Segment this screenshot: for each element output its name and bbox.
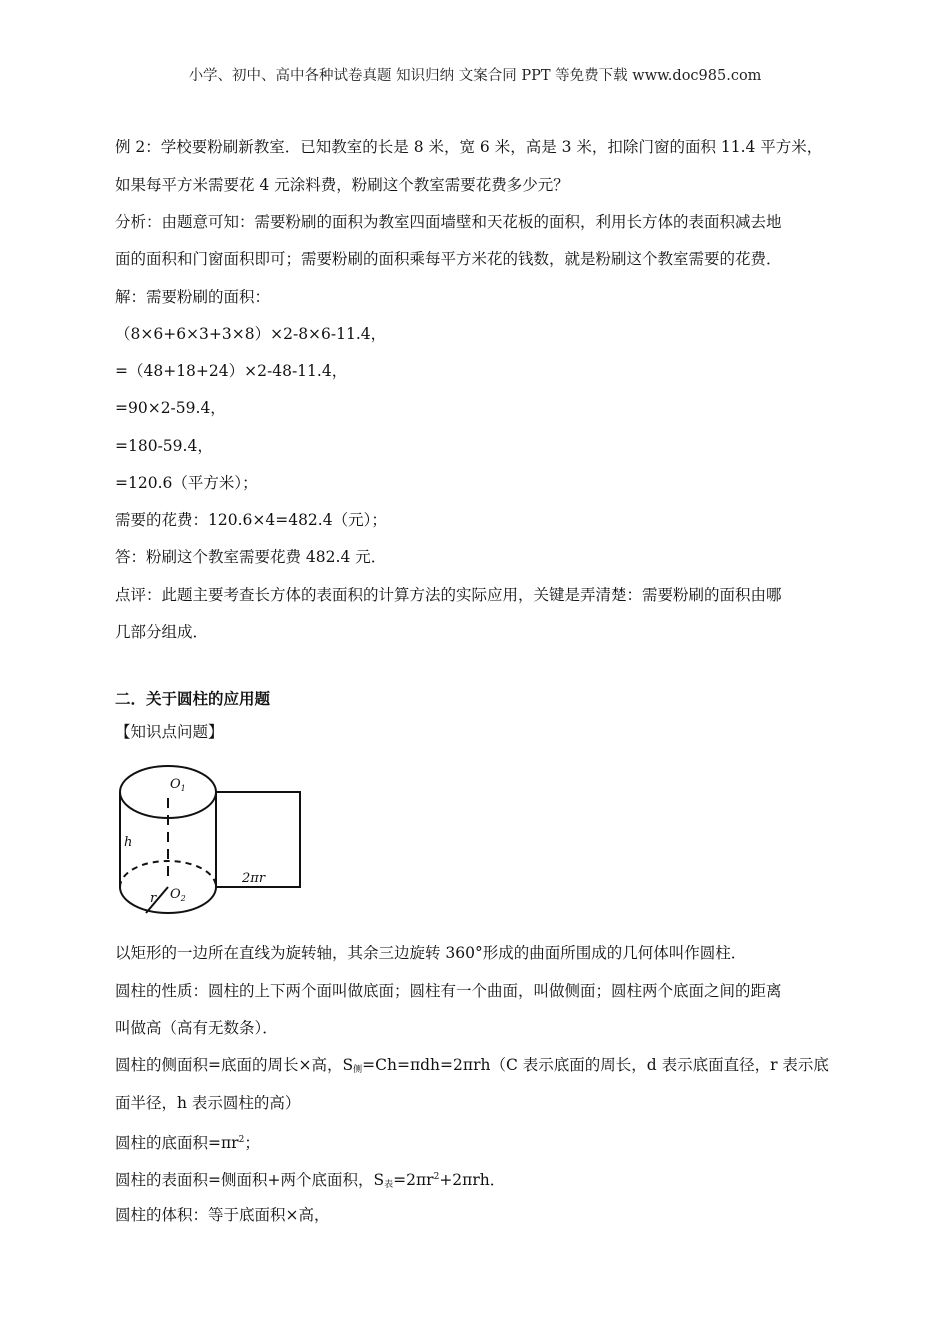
radius-label: r	[150, 891, 157, 906]
solution-step1: （8×6+6×3+3×8）×2-8×6-11.4，	[115, 325, 387, 343]
example2-analysis-line2: 面的面积和门窗面积即可；需要粉刷的面积乘每平方米花的钱数，就是粉刷这个教室需要的花费．	[115, 250, 782, 268]
section2-subheading: 【知识点问题】	[115, 723, 224, 741]
solution-cost: 需要的花费：120.6×4=482.4（元）；	[115, 511, 387, 529]
surface-area-formula: 圆柱的表面积=侧面积+两个底面积，$S_表=2\pi r^2+2\pi rh$．	[115, 1171, 506, 1190]
solution-step3: =90×2-59.4，	[115, 399, 226, 417]
lateral-area-line1: 圆柱的侧面积=底面的周长×高，$S_侧=Ch=\pi dh=2\pi rh(C$ 表示底面的周长，d 表示底面直径，r 表示底	[115, 1056, 829, 1075]
example2-question-line1: 例 2：学校要粉刷新教室．已知教室的长是 8 米，宽 6 米，高是 3 米，扣除门窗的面积 11.4 平方米，	[115, 138, 823, 156]
top-center-label: $O_1$	[170, 777, 186, 793]
solution-step2: =（48+18+24）×2-48-11.4，	[115, 362, 348, 380]
comment-line2: 几部分组成．	[115, 623, 209, 641]
section2-heading: 二．关于圆柱的应用题	[115, 689, 271, 708]
base-area-formula: 圆柱的底面积$=\pi r^2$；	[115, 1134, 260, 1152]
solution-answer: 答：粉刷这个教室需要花费 482.4 元．	[115, 548, 387, 566]
cylinder-top-ellipse	[120, 766, 216, 818]
volume-formula: 圆柱的体积：等于底面积×高，	[115, 1206, 330, 1224]
cylinder-diagram	[116, 758, 306, 923]
cylinder-bottom-front-arc	[120, 887, 216, 913]
lateral-area-line2: 面半径，h 表示圆柱的高）	[115, 1094, 301, 1112]
circumference-label: 2πr	[242, 871, 266, 886]
bottom-center-label: $O_2$	[170, 887, 186, 903]
solution-step4: =180-59.4，	[115, 437, 213, 455]
solution-intro: 解：需要粉刷的面积：	[115, 288, 271, 306]
cylinder-properties-line2: 叫做高（高有无数条）．	[115, 1019, 278, 1037]
comment-line1: 点评：此题主要考查长方体的表面积的计算方法的实际应用，关键是弄清楚：需要粉刷的面积由哪	[115, 586, 782, 604]
cylinder-figure	[116, 758, 306, 923]
page-header: 小学、初中、高中各种试卷真题 知识归纳 文案合同 PPT 等免费下载 www.doc985.com	[188, 68, 762, 84]
cylinder-definition: 以矩形的一边所在直线为旋转轴，其余三边旋转 360°形成的曲面所围成的几何体叫作圆柱．	[115, 944, 747, 962]
example2-analysis-line1: 分析：由题意可知：需要粉刷的面积为教室四面墙壁和天花板的面积，利用长方体的表面积减去地	[115, 213, 782, 231]
solution-step5: =120.6（平方米）；	[115, 474, 258, 492]
height-label: h	[124, 835, 133, 850]
example2-question-line2: 如果每平方米需要花 4 元涂料费，粉刷这个教室需要花费多少元？	[115, 176, 569, 194]
cylinder-properties-line1: 圆柱的性质：圆柱的上下两个面叫做底面；圆柱有一个曲面，叫做侧面；圆柱两个底面之间的距离	[115, 982, 782, 1000]
